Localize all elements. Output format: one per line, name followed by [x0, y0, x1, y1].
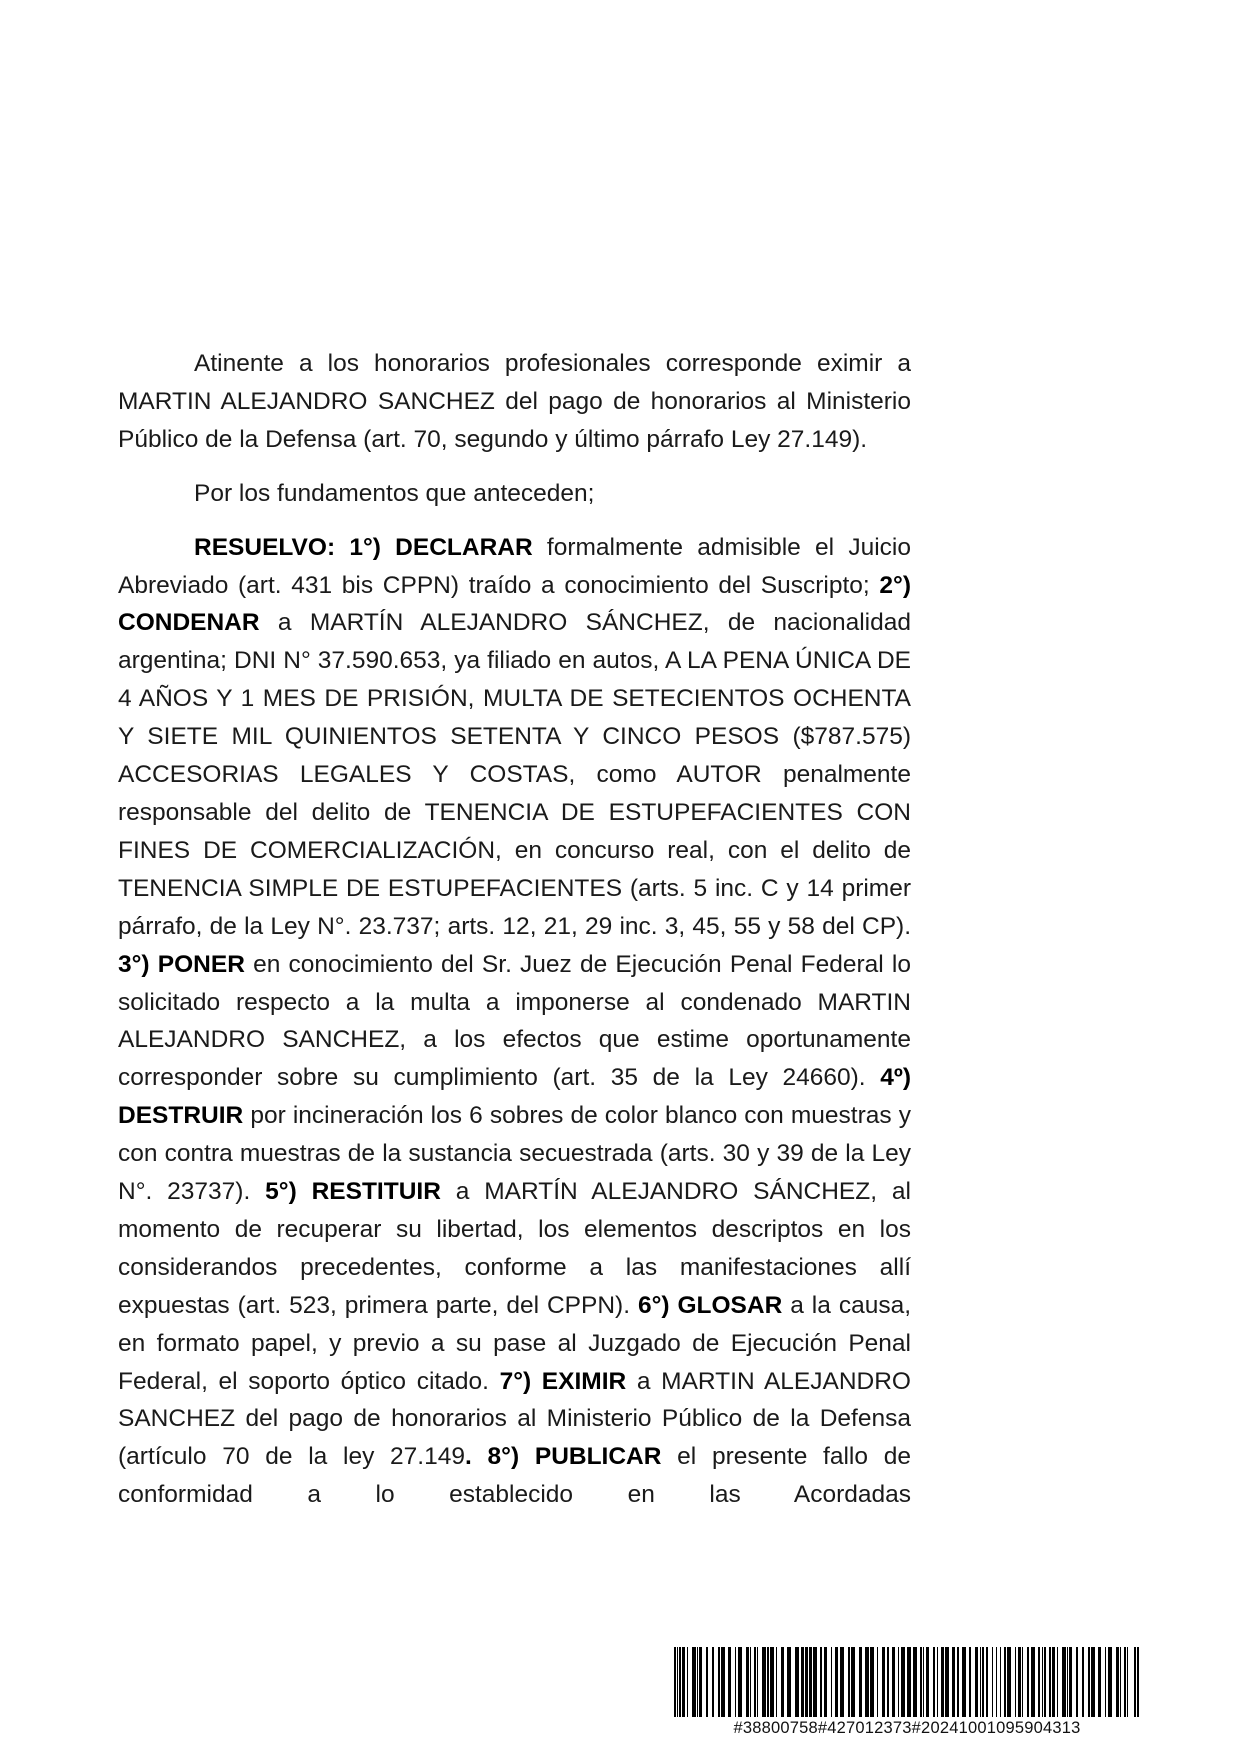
- paragraph-resuelvo: [118, 529, 911, 1515]
- resolution-8-text: el presente fallo de conformidad a lo establecido en las Acordadas: [118, 1443, 911, 1509]
- paragraph-fundamentos: Por los fundamentos que anteceden;: [194, 479, 595, 507]
- resolution-6-text: a la causa, en formato papel, y previo a su pase al Juzgado de Ejecución Penal Federal, el soporto óptico citado.: [118, 1291, 912, 1395]
- barcode-icon: [674, 1647, 1140, 1717]
- resolution-6-heading: 6°) GLOSAR: [637, 1291, 783, 1319]
- document-body: [118, 345, 911, 1514]
- resolution-2-text: a MARTÍN ALEJANDRO SÁNCHEZ, de nacionalidad argentina; DNI N° 37.590.653, ya filiado en autos, A LA PENA ÚNICA DE 4 AÑOS Y 1 MES DE PRISIÓN, MULTA DE SETECIENTOS OCHENTA Y SIETE MIL QUINIENTOS SETENTA Y CINCO PESOS ($787.575) ACCESORIAS LEGALES Y COSTAS, como AUTOR penalmente responsable del delito de TENENCIA DE ESTUPEFACIENTES CON FINES DE COMERCIALIZACIÓN, en concurso real, con el delito de TENENCIA SIMPLE DE ESTUPEFACIENTES (arts. 5 inc. C y 14 primer párrafo, de la Ley N°. 23.737; arts. 12, 21, 29 inc. 3, 45, 55 y 58 del CP).: [118, 609, 911, 940]
- resolution-5-text: a MARTÍN ALEJANDRO SÁNCHEZ, al momento de recuperar su libertad, los elementos descriptos en los considerandos precedentes, conforme a las manifestaciones allí expuestas (art. 523, primera parte, del CPPN).: [118, 1178, 911, 1319]
- resolution-1-text: formalmente admisible el Juicio Abreviado (art. 431 bis CPPN) traído a conocimiento del Suscripto;: [118, 533, 911, 599]
- resolution-3-heading: 3°) PONER: [118, 950, 245, 978]
- resolution-5-heading: 5°) RESTITUIR: [265, 1178, 441, 1206]
- resolution-7-text: a MARTIN ALEJANDRO SANCHEZ del pago de honorarios al Ministerio Público de la Defensa (artículo 70 de la ley 27.149: [118, 1367, 911, 1471]
- barcode-number: #38800758#427012373#20241001095904313: [733, 1719, 1081, 1737]
- resolution-7-heading: 7°) EXIMIR: [499, 1367, 627, 1395]
- resolution-8-heading: . 8°) PUBLICAR: [465, 1443, 662, 1471]
- resolution-2-number: 2°): [879, 571, 911, 599]
- resolution-1-heading: RESUELVO: 1°) DECLARAR: [194, 533, 533, 561]
- paragraph-honorarios: Atinente a los honorarios profesionales corresponde eximir a MARTIN ALEJANDRO SANCHEZ del pago de honorarios al Ministerio Público de la Defensa (art. 70, segundo y último párrafo Ley 27.149).: [118, 350, 911, 453]
- resolution-4-text: por incineración los 6 sobres de color blanco con muestras y con contra muestras de la sustancia secuestrada (arts. 30 y 39 de la Ley N°. 23737).: [118, 1102, 911, 1206]
- resolution-4-heading: 4º) DESTRUIR: [118, 1064, 911, 1130]
- resolution-2-verb: CONDENAR: [118, 609, 260, 637]
- resolution-3-text: en conocimiento del Sr. Juez de Ejecución Penal Federal lo solicitado respecto a la multa a imponerse al condenado MARTIN ALEJANDRO SANCHEZ, a los efectos que estime oportunamente corresponder sobre su cumplimiento (art. 35 de la Ley 24660).: [118, 950, 911, 1092]
- document-barcode: [674, 1647, 1140, 1739]
